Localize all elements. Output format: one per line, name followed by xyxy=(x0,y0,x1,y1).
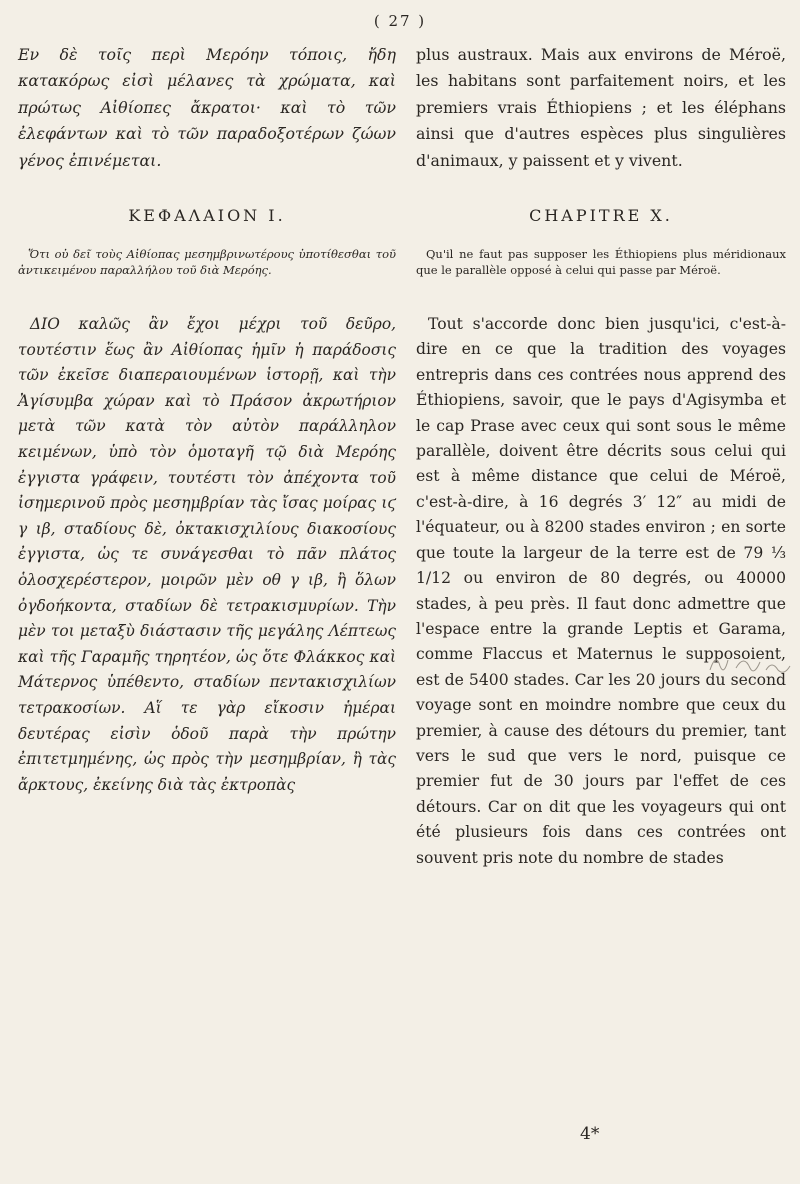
signature-mark: 4* xyxy=(580,1124,600,1144)
margin-ink-marks xyxy=(706,640,796,680)
greek-column xyxy=(18,42,396,798)
greek-chapter-summary: Ὅτι οὐ δεῖ τοὺς Αἰθίοπας μεσημβρινωτέρους ὑποτίθεσθαι τοῦ ἀντικειμένου παραλλήλου τοῦ διὰ Μερόης. xyxy=(18,247,396,277)
greek-intro-paragraph: Εν δὲ τοῖς περὶ Μερόην τόποις, ἤδη κατακόρως εἰσὶ μέλανες τὰ χρώματα, καὶ πρώτως Αἰθίοπες ἄκρατοι· καὶ τὸ τῶν ἐλεφάντων καὶ τὸ τῶν παραδοξοτέρων ζώων γένος ἐπινέμεται. xyxy=(18,45,396,170)
french-intro-paragraph: plus austraux. Mais aux environs de Méroë, les habitans sont parfaitement noirs, et les premiers vrais Éthiopiens ; et les éléphans ainsi que d'autres espèces plus singulières d'animaux, y paissent et y vivent. xyxy=(416,45,786,170)
french-chapter-heading: CHAPITRE X. xyxy=(529,206,673,226)
greek-chapter-heading: ΚΕΦΑΛΑΙΟΝ Ι. xyxy=(128,206,286,226)
page-number: ( 27 ) xyxy=(373,12,427,30)
french-body-text: Tout s'accorde donc bien jusqu'ici, c'est-à-dire en ce que la tradition des voyages entrepris dans ces contrées nous apprend des Éthiopiens, savoir, que le pays d'Agisymba et le cap Prase avec ceux qui sont sous le même parallèle, doivent être décrits sous celui qui est à même distance que celui de Méroë, c'est-à-dire, à 16 degrés 3′ 12″ au midi de l'équateur, ou à 8200 stades environ ; en sorte que toute la largeur de la terre est de 79 ⅓ 1/12 ou environ de 80 degrés, ou 40000 stades, à peu près. Il faut donc admettre que l'espace entre la grande Leptis et Garama, comme Flaccus et Maternus le supposoient, est de 5400 stades. Car les 20 jours du second voyage sont en moindre nombre que ceux du premier, à cause des détours du premier, tant vers le sud que vers le nord, puisque ce premier fut de 30 jours par l'effet de ces détours. Car on dit que les voyageurs qui ont été plusieurs fois dans ces contrées ont souvent pris note du nombre de stades xyxy=(416,315,786,867)
greek-body-text: ΔΙΟ καλῶς ἂν ἔχοι μέχρι τοῦ δεῦρο, τουτέστιν ἕως ἂν Αἰθίοπας ἡμῖν ἡ παράδοσις τῶν ἐκεῖσε διαπεραιουμένων ἱστορῇ, καὶ τὴν Ἀγίσυμβα χώραν καὶ τὸ Πράσον ἀκρωτήριον μετὰ τῶν κατὰ τὸν αὐτὸν παράλληλον κειμένων, ὑπὸ τὸν ὁμοταγῆ τῷ διὰ Μερόης ἐγγιστα γράφειν, τουτέστι τὸν ἀπέχοντα τοῦ ἰσημερινοῦ πρὸς μεσημβρίαν τὰς ἴσας μοίρας ιϛ γ ιβ, σταδίους δὲ, ὀκτακισχιλίους διακοσίους ἐγγιστα, ὡς τε συνάγεσθαι τὸ πᾶν πλάτος ὁλοσχερέστερον, μοιρῶν μὲν οθ γ ιβ, ἢ ὅλων ὀγδοήκοντα, σταδίων δὲ τετρακισμυρίων. Τὴν μὲν τοι μεταξὺ διάστασιν τῆς μεγάλης Λέπτεως καὶ τῆς Γαραμῆς τηρητέον, ὡς ὅτε Φλάκκος καὶ Μάτερνος ὑπέθεντο, σταδίων πεντακισχιλίων τετρακοσίων. Αἵ τε γὰρ εἴκοσιν ἡμέραι δευτέρας εἰσὶν ὁδοῦ παρὰ τὴν πρώτην ἐπιτετμημένης, ὡς πρὸς τὴν μεσημβρίαν, ἢ τὰς ἄρκτους, ἐκείνης διὰ τὰς ἐκτροπὰς xyxy=(18,315,396,794)
french-chapter-summary: Qu'il ne faut pas supposer les Éthiopiens plus méridionaux que le parallèle opposé à celui qui passe par Méroë. xyxy=(416,247,786,277)
french-column xyxy=(416,42,786,871)
